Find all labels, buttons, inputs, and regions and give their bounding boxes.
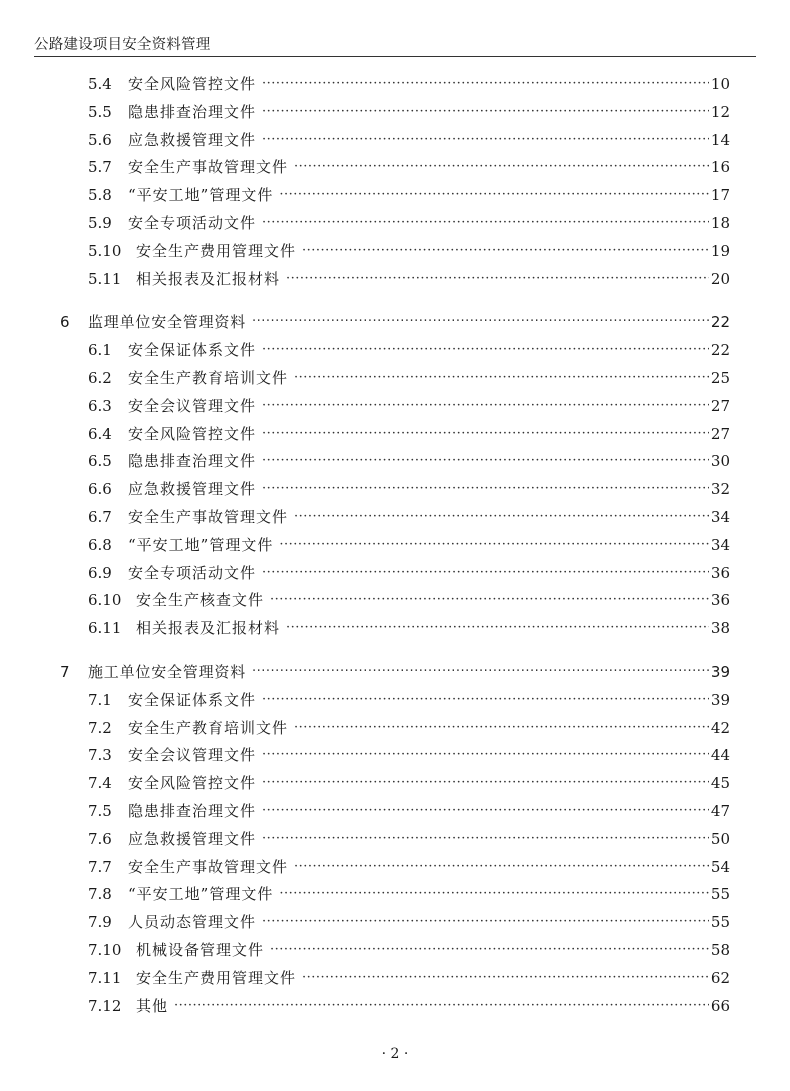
toc-entry-page: 45	[710, 774, 730, 792]
dot-leader	[286, 271, 709, 286]
dot-leader	[262, 342, 709, 357]
toc-entry-number: 7	[60, 663, 70, 681]
toc-entry-title: 安全生产事故管理文件	[128, 158, 289, 176]
toc-entry-number: 7.11	[88, 969, 122, 987]
toc-entry	[88, 156, 730, 178]
dot-leader	[262, 565, 709, 580]
toc-entry	[88, 423, 730, 445]
toc-entry-number: 6.9	[88, 564, 112, 582]
toc-entry	[88, 772, 730, 794]
toc-entry	[88, 101, 730, 123]
toc-entry-page: 18	[710, 214, 730, 232]
toc-entry	[88, 450, 730, 472]
toc-entry-number: 6.10	[88, 591, 122, 609]
toc-entry-title: 安全生产教育培训文件	[128, 719, 289, 737]
toc-entry-page: 27	[710, 397, 730, 415]
toc-entry-number: 5.10	[88, 242, 122, 260]
dot-leader	[279, 537, 709, 552]
toc-entry-page: 55	[710, 885, 730, 903]
dot-leader	[252, 664, 709, 679]
toc-entry-number: 7.1	[88, 691, 112, 709]
toc-entry-page: 22	[710, 341, 730, 359]
toc-entry-page: 16	[710, 158, 730, 176]
toc-entry	[88, 240, 730, 262]
toc-entry-number: 5.11	[88, 270, 122, 288]
page-number: · 2 ·	[381, 1046, 409, 1062]
toc-entry-number: 5.5	[88, 103, 112, 121]
toc-entry-title: 其他	[136, 997, 169, 1015]
toc-entry-page: 25	[710, 369, 730, 387]
toc-entry-number: 7.7	[88, 858, 112, 876]
toc-entry-title: 安全专项活动文件	[128, 564, 257, 582]
toc-entry-title: 安全生产核查文件	[136, 591, 265, 609]
toc-entry-page: 27	[710, 425, 730, 443]
toc-entry-page: 14	[710, 131, 730, 149]
toc-entry-page: 55	[710, 913, 730, 931]
toc-entry	[88, 184, 730, 206]
toc-entry	[88, 268, 730, 290]
dot-leader	[252, 314, 709, 329]
toc-entry-title: 安全风险管控文件	[128, 425, 257, 443]
toc-entry-title: 施工单位安全管理资料	[88, 663, 247, 681]
toc-entry-title: 安全生产费用管理文件	[136, 242, 297, 260]
toc-entry-page: 34	[710, 536, 730, 554]
toc-entry-number: 6.2	[88, 369, 112, 387]
toc-entry-title: 隐患排查治理文件	[128, 103, 257, 121]
dot-leader	[262, 747, 709, 762]
dot-leader	[294, 859, 709, 874]
dot-leader	[286, 620, 709, 635]
toc-entry	[88, 506, 730, 528]
toc-entry	[88, 995, 730, 1017]
toc-entry-title: 机械设备管理文件	[136, 941, 265, 959]
toc-entry-title: 安全生产教育培训文件	[128, 369, 289, 387]
toc-entry-title: 安全保证体系文件	[128, 691, 257, 709]
toc-entry-page: 42	[710, 719, 730, 737]
toc-entry-title: 相关报表及汇报材料	[136, 270, 281, 288]
toc-entry	[88, 967, 730, 989]
toc-entry-page: 30	[710, 452, 730, 470]
dot-leader	[174, 998, 709, 1013]
toc-entry-page: 66	[710, 997, 730, 1015]
toc-entry-number: 6.11	[88, 619, 122, 637]
toc-entry	[88, 617, 730, 639]
dot-leader	[294, 370, 709, 385]
dot-leader	[262, 104, 709, 119]
toc-entry-title: 隐患排查治理文件	[128, 802, 257, 820]
toc-entry-page: 39	[710, 663, 730, 681]
dot-leader	[262, 132, 709, 147]
dot-leader	[262, 831, 709, 846]
toc-entry-page: 36	[710, 564, 730, 582]
toc-entry	[88, 562, 730, 584]
toc-entry-page: 20	[710, 270, 730, 288]
dot-leader	[294, 159, 709, 174]
toc-entry	[88, 856, 730, 878]
toc-entry	[88, 367, 730, 389]
dot-leader	[262, 76, 709, 91]
toc-entry-page: 38	[710, 619, 730, 637]
toc-entry-title: 安全保证体系文件	[128, 341, 257, 359]
toc-entry	[88, 478, 730, 500]
toc-entry	[88, 129, 730, 151]
toc-entry	[88, 339, 730, 361]
toc-entry-number: 6.5	[88, 452, 112, 470]
toc-entry-number: 6.6	[88, 480, 112, 498]
toc-entry-number: 7.12	[88, 997, 122, 1015]
toc-entry	[88, 800, 730, 822]
toc-entry-number: 7.2	[88, 719, 112, 737]
toc-entry	[88, 534, 730, 556]
toc-entry-number: 5.9	[88, 214, 112, 232]
dot-leader	[262, 775, 709, 790]
toc-chapter-entry	[60, 311, 730, 333]
toc-entry-page: 39	[710, 691, 730, 709]
toc-entry	[88, 395, 730, 417]
toc-chapter-entry	[60, 661, 730, 683]
toc-entry-title: 应急救援管理文件	[128, 131, 257, 149]
toc-entry-title: 监理单位安全管理资料	[88, 313, 247, 331]
toc-entry-title: 安全会议管理文件	[128, 746, 257, 764]
toc-entry-title: “平安工地”管理文件	[128, 885, 274, 903]
toc-entry-title: 应急救援管理文件	[128, 480, 257, 498]
dot-leader	[262, 803, 709, 818]
dot-leader	[262, 481, 709, 496]
dot-leader	[294, 720, 709, 735]
toc-entry-page: 32	[710, 480, 730, 498]
toc-entry	[88, 689, 730, 711]
toc-entry	[88, 589, 730, 611]
toc-entry-title: 安全风险管控文件	[128, 774, 257, 792]
toc-entry-page: 44	[710, 746, 730, 764]
toc-entry	[88, 212, 730, 234]
dot-leader	[279, 187, 709, 202]
toc-entry-page: 58	[710, 941, 730, 959]
toc-entry-title: “平安工地”管理文件	[128, 536, 274, 554]
toc-entry-number: 7.6	[88, 830, 112, 848]
toc-entry	[88, 73, 730, 95]
toc-entry-page: 17	[710, 186, 730, 204]
toc-entry-title: 安全生产费用管理文件	[136, 969, 297, 987]
dot-leader	[302, 970, 709, 985]
dot-leader	[294, 509, 709, 524]
dot-leader	[302, 243, 709, 258]
toc-entry-number: 5.4	[88, 75, 112, 93]
toc-entry-number: 6.4	[88, 425, 112, 443]
dot-leader	[270, 942, 709, 957]
toc-entry-page: 34	[710, 508, 730, 526]
toc-entry	[88, 939, 730, 961]
toc-entry	[88, 883, 730, 905]
toc-entry	[88, 911, 730, 933]
toc-entry-title: 隐患排查治理文件	[128, 452, 257, 470]
toc-entry-title: 应急救援管理文件	[128, 830, 257, 848]
toc-entry-title: 相关报表及汇报材料	[136, 619, 281, 637]
toc-entry-page: 22	[710, 313, 730, 331]
toc-entry-title: 人员动态管理文件	[128, 913, 257, 931]
toc-entry-page: 36	[710, 591, 730, 609]
toc-entry-number: 6.7	[88, 508, 112, 526]
running-header	[34, 22, 756, 57]
toc-entry-number: 5.6	[88, 131, 112, 149]
toc-entry-number: 7.3	[88, 746, 112, 764]
dot-leader	[262, 453, 709, 468]
toc-entry-page: 50	[710, 830, 730, 848]
toc-entry-number: 7.10	[88, 941, 122, 959]
running-header-title: 公路建设项目安全资料管理	[34, 37, 211, 53]
toc-entry	[88, 717, 730, 739]
toc-entry-title: 安全生产事故管理文件	[128, 508, 289, 526]
toc-entry-page: 10	[710, 75, 730, 93]
toc-entry-number: 7.9	[88, 913, 112, 931]
dot-leader	[262, 914, 709, 929]
toc-entry-number: 5.7	[88, 158, 112, 176]
dot-leader	[270, 592, 709, 607]
toc-entry-title: 安全会议管理文件	[128, 397, 257, 415]
toc-entry-number: 6.1	[88, 341, 112, 359]
dot-leader	[262, 215, 709, 230]
dot-leader	[279, 886, 709, 901]
toc-entry-number: 6.8	[88, 536, 112, 554]
toc-entry-page: 12	[710, 103, 730, 121]
toc-entry-number: 6	[60, 313, 70, 331]
toc-entry-number: 5.8	[88, 186, 112, 204]
dot-leader	[262, 692, 709, 707]
toc-entry-number: 7.4	[88, 774, 112, 792]
toc-entry-page: 47	[710, 802, 730, 820]
dot-leader	[262, 426, 709, 441]
toc-entry-number: 7.8	[88, 885, 112, 903]
toc-entry-number: 6.3	[88, 397, 112, 415]
toc-entry	[88, 744, 730, 766]
toc-entry-title: 安全专项活动文件	[128, 214, 257, 232]
toc-entry-title: “平安工地”管理文件	[128, 186, 274, 204]
toc-entry-title: 安全风险管控文件	[128, 75, 257, 93]
toc-entry-page: 19	[710, 242, 730, 260]
toc-entry-title: 安全生产事故管理文件	[128, 858, 289, 876]
toc-entry	[88, 828, 730, 850]
toc-entry-page: 62	[710, 969, 730, 987]
toc-entry-number: 7.5	[88, 802, 112, 820]
dot-leader	[262, 398, 709, 413]
toc-entry-page: 54	[710, 858, 730, 876]
